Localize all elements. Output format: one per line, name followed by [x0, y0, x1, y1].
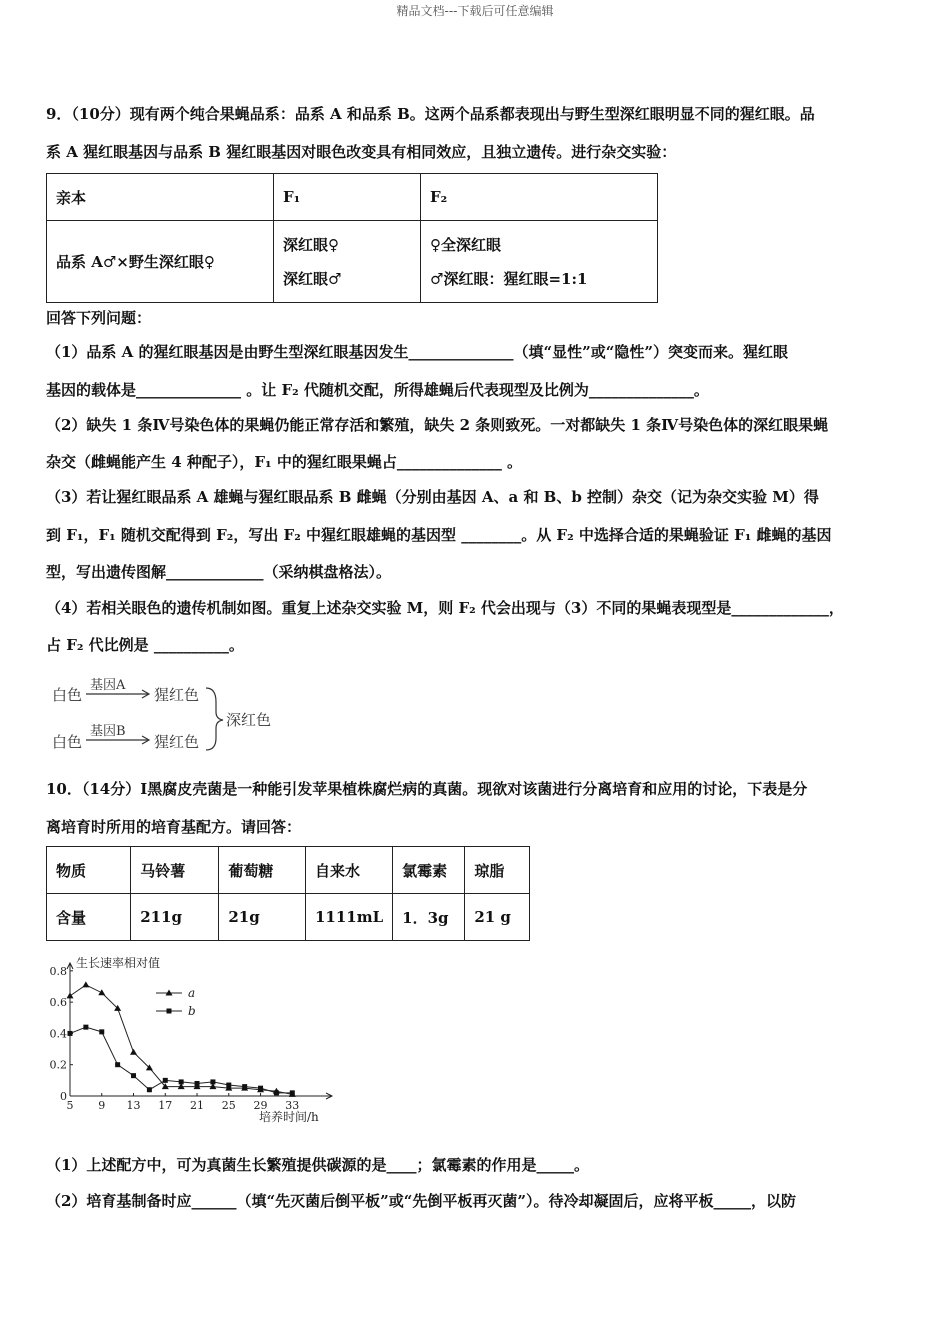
q10-line2: 离培育时所用的培育基配方。请回答： — [46, 818, 302, 836]
q9-part1-line1: （1）品系 A 的猩红眼基因是由野生型深红眼基因发生______________（填“显性”或“隐性”）突变而来。猩红眼 — [46, 343, 789, 361]
q10-table-value-row — [47, 894, 530, 941]
chart-legend-label-a: a — [188, 986, 196, 1000]
chart-point-b-4 — [131, 1073, 136, 1078]
chart-x-tick-label-0: 5 — [66, 1099, 74, 1112]
q10-table-value-5: 21 g — [465, 894, 530, 941]
q10-table-value-2: 21g — [219, 894, 306, 941]
q10-medium-table — [46, 846, 530, 941]
q10-table-header-2: 葡萄糖 — [219, 847, 306, 894]
q10-table-header-4: 氯霉素 — [393, 847, 465, 894]
eye-color-pathway-diagram — [48, 672, 308, 754]
q10-table-header-row — [47, 847, 530, 894]
chart-x-axis-label: 培养时间/h — [259, 1110, 319, 1124]
chart-point-b-10 — [226, 1083, 231, 1088]
chart-point-b-6 — [163, 1078, 168, 1083]
chart-series-line-a — [70, 985, 292, 1095]
chart-point-b-11 — [242, 1084, 247, 1089]
diagram-brace — [206, 688, 223, 750]
q10-part1: （1）上述配方中，可为真菌生长繁殖提供碳源的是____；氯霉素的作用是_____。 — [46, 1156, 589, 1174]
chart-point-b-3 — [115, 1062, 120, 1067]
chart-point-b-13 — [274, 1090, 279, 1095]
diagram-deep-red: 深红色 — [226, 711, 272, 729]
chart-y-tick-label-2: 0.4 — [49, 1027, 67, 1041]
q10-table-value-3: 1111mL — [306, 894, 393, 941]
chart-x-tick-label-1: 9 — [98, 1099, 106, 1112]
chart-y-axis-label: 生长速率相对值 — [76, 956, 161, 970]
diagram-scarlet-1: 猩红色 — [154, 686, 200, 704]
q9-part3-line2: 到 F₁，F₁ 随机交配得到 F₂，写出 F₂ 中猩红眼雄蝇的基因型 ________。从 F₂ 中选择合适的果蝇验证 F₁ 雌蝇的基因 — [46, 526, 832, 544]
growth-rate-chart — [44, 955, 344, 1125]
chart-point-a-0 — [67, 992, 74, 998]
q9-table-f2-male: ♂深红眼：猩红眼=1:1 — [430, 269, 588, 288]
q9-table-parent: 品系 A♂×野生深红眼♀ — [47, 221, 274, 303]
chart-point-b-8 — [195, 1081, 200, 1086]
q9-table-header-parent: 亲本 — [47, 174, 274, 221]
chart-point-b-14 — [290, 1090, 295, 1095]
chart-y-tick-label-4: 0.8 — [49, 964, 67, 978]
q9-table — [46, 173, 658, 303]
q9-part3-line3: 型，写出遗传图解_____________（采纳棋盘格法）。 — [46, 563, 392, 581]
chart-point-b-5 — [147, 1087, 152, 1092]
q10-table-header-5: 琼脂 — [465, 847, 530, 894]
q10-table-header-0: 物质 — [47, 847, 131, 894]
diagram-white-2: 白色 — [52, 733, 83, 751]
q9-table-f2-female: ♀全深红眼 — [430, 235, 501, 254]
q9-part2-line1: （2）缺失 1 条Ⅳ号染色体的果蝇仍能正常存活和繁殖，缺失 2 条则致死。一对都缺失 1 条Ⅳ号染色体的深红眼果蝇 — [46, 416, 829, 434]
q10-table-value-1: 211g — [131, 894, 219, 941]
chart-point-b-12 — [258, 1086, 263, 1091]
chart-point-b-9 — [210, 1079, 215, 1084]
chart-point-a-2 — [98, 989, 105, 995]
diagram-white-1: 白色 — [52, 686, 83, 704]
chart-legend-label-b: b — [188, 1004, 196, 1018]
q9-part2-line2: 杂交（雌蝇能产生 4 种配子），F₁ 中的猩红眼果蝇占______________ 。 — [46, 453, 523, 471]
q9-table-f2-cell — [421, 221, 658, 303]
q9-line2: 系 A 猩红眼基因与品系 B 猩红眼基因对眼色改变具有相同效应，且独立遗传。进行杂交实验： — [46, 143, 677, 161]
q9-line1: 9．（10分）现有两个纯合果蝇品系：品系 A 和品系 B。这两个品系都表现出与野生型深红眼明显不同的猩红眼。品 — [46, 105, 815, 123]
diagram-scarlet-2: 猩红色 — [154, 733, 200, 751]
q10-line1: 10．（14分）Ⅰ黑腐皮壳菌是一种能引发苹果植株腐烂病的真菌。现欲对该菌进行分离培育和应用的讨论，下表是分 — [46, 780, 808, 798]
chart-x-tick-label-7: 33 — [285, 1099, 300, 1112]
q9-table-f1-cell — [274, 221, 421, 303]
q9-table-f1-female: 深红眼♀ — [283, 235, 339, 254]
q9-part3-line1: （3）若让猩红眼品系 A 雄蝇与猩红眼品系 B 雌蝇（分别由基因 A、a 和 B、b 控制）杂交（记为杂交实验 M）得 — [46, 488, 819, 506]
chart-legend-marker-b — [167, 1009, 172, 1014]
diagram-gene-b-label: 基因B — [90, 724, 126, 739]
chart-y-tick-label-3: 0.6 — [49, 996, 67, 1010]
q10-table-value-4: 1．3g — [393, 894, 465, 941]
q9-table-header-f1: F₁ — [274, 174, 421, 221]
chart-x-tick-label-2: 13 — [126, 1099, 141, 1112]
chart-point-a-1 — [82, 981, 89, 987]
chart-x-tick-label-6: 29 — [253, 1099, 268, 1112]
chart-x-tick-label-5: 25 — [221, 1099, 236, 1112]
q9-table-f1-male: 深红眼♂ — [283, 269, 342, 288]
q10-table-header-3: 自来水 — [306, 847, 393, 894]
chart-y-tick-label-1: 0.2 — [49, 1058, 67, 1072]
q9-answer-prompt: 回答下列问题： — [46, 309, 152, 327]
page-header: 精品文档---下载后可任意编辑 — [396, 4, 554, 18]
q10-part2: （2）培育基制备时应______（填“先灭菌后倒平板”或“先倒平板再灭菌”）。待冷却凝固后，应将平板_____，以防 — [46, 1192, 796, 1210]
q9-part1-line2: 基因的载体是______________ 。让 F₂ 代随机交配，所得雄蝇后代表现型及比例为______________。 — [46, 381, 709, 399]
chart-x-tick-label-4: 21 — [190, 1099, 205, 1112]
q10-table-value-0: 含量 — [47, 894, 131, 941]
chart-point-a-4 — [130, 1049, 137, 1055]
q10-table-header-1: 马铃薯 — [131, 847, 219, 894]
chart-x-tick-label-3: 17 — [158, 1099, 173, 1112]
chart-y-tick-label-0: 0 — [60, 1090, 67, 1103]
q9-part4-line1: （4）若相关眼色的遗传机制如图。重复上述杂交实验 M，则 F₂ 代会出现与（3）不同的果蝇表现型是_____________， — [46, 599, 844, 617]
chart-point-b-2 — [99, 1029, 104, 1034]
chart-point-b-7 — [179, 1079, 184, 1084]
q9-part4-line2: 占 F₂ 代比例是 __________。 — [46, 636, 244, 654]
q9-table-header-f2: F₂ — [421, 174, 658, 221]
chart-point-b-1 — [83, 1025, 88, 1030]
chart-point-b-0 — [68, 1031, 73, 1036]
diagram-gene-a-label: 基因A — [90, 678, 126, 693]
